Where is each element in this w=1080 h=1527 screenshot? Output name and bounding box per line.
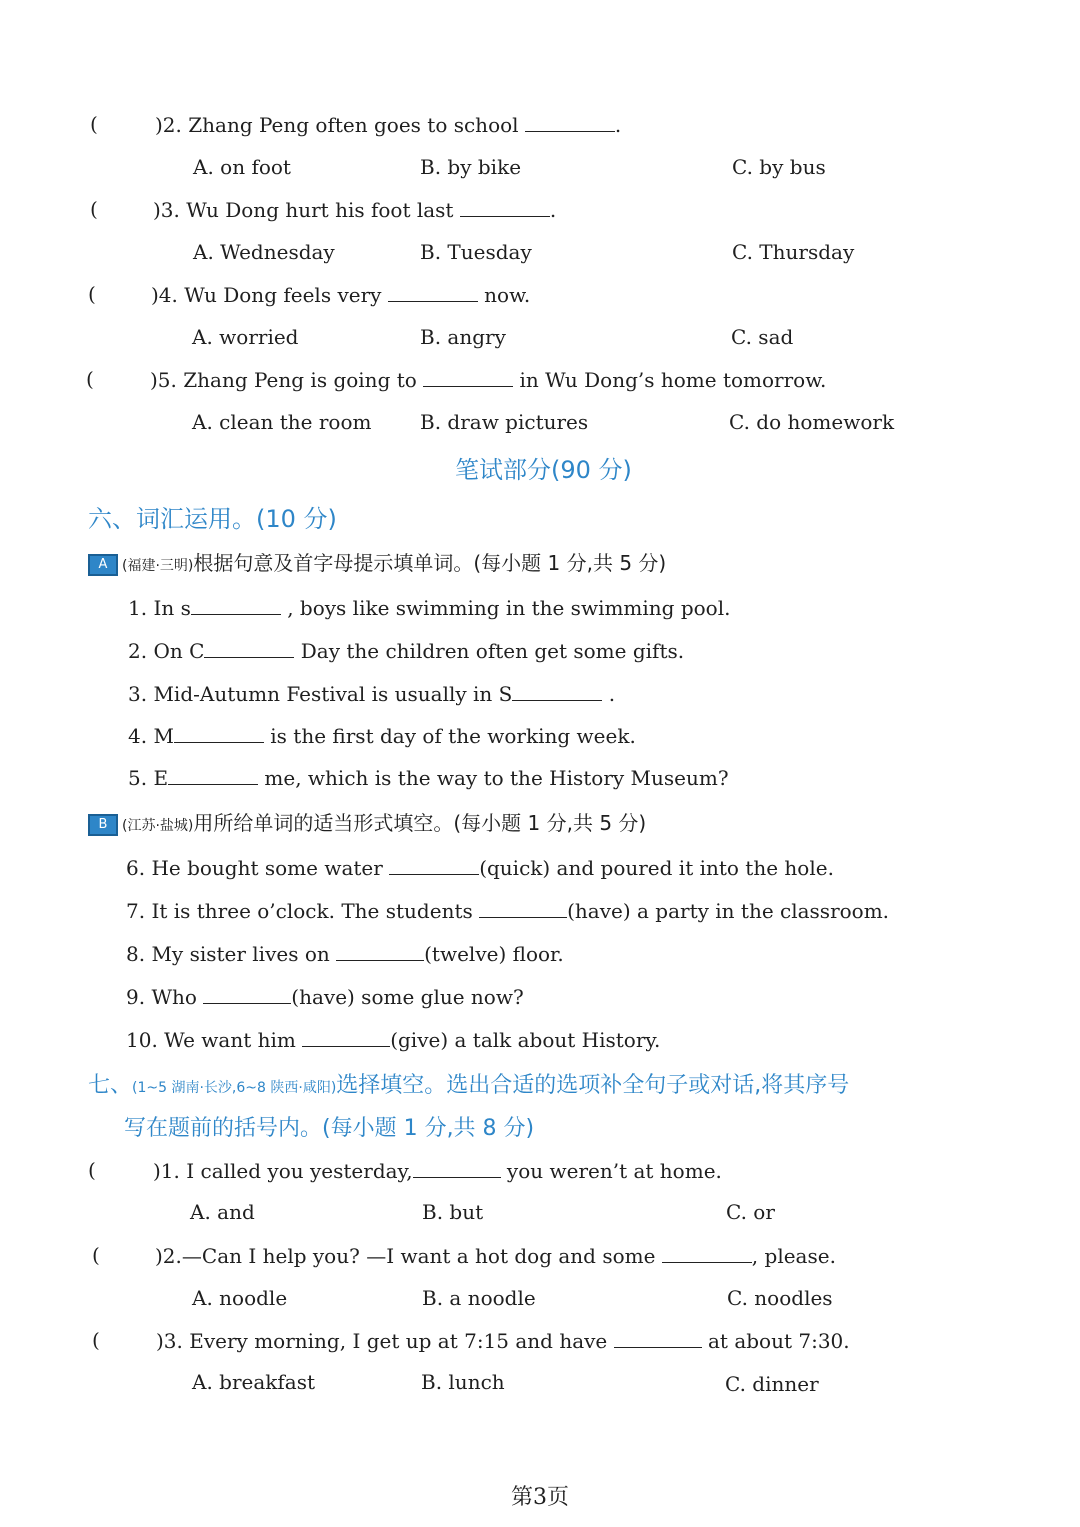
section6-part-a-header: A (福建·三明)根据句意及首字母提示填单词。(每小题 1 分,共 5 分) — [88, 547, 666, 576]
question-stem: )3. Every morning, I get up at 7:15 and have at about 7:30. — [156, 1329, 850, 1353]
fill-item-2: 2. On C Day the children often get some gifts. — [128, 639, 685, 663]
option-c: C. Thursday — [732, 240, 855, 264]
answer-blank — [204, 639, 294, 658]
option-c: C. or — [726, 1200, 775, 1224]
answer-blank — [388, 283, 478, 302]
answer-blank — [168, 766, 258, 785]
fill-item-6: 6. He bought some water (quick) and poured it into the hole. — [126, 856, 834, 880]
page-number: 第3页 — [511, 1485, 569, 1510]
written-section-title: 笔试部分(90 分) — [455, 456, 632, 484]
option-c: C. do homework — [729, 410, 895, 434]
option-b: B. by bike — [420, 155, 522, 179]
option-a: A. clean the room — [192, 410, 372, 434]
answer-blank — [389, 856, 479, 875]
fill-item-7: 7. It is three o’clock. The students (have) a party in the classroom. — [126, 899, 890, 923]
question-stem: )5. Zhang Peng is going to in Wu Dong’s home tomorrow. — [150, 368, 827, 392]
fill-item-3: 3. Mid-Autumn Festival is usually in S . — [128, 682, 616, 706]
option-a: A. Wednesday — [193, 240, 335, 264]
option-a: A. worried — [192, 325, 299, 349]
answer-blank — [525, 113, 615, 132]
answer-blank — [662, 1244, 752, 1263]
fill-item-1: 1. In s , boys like swimming in the swimming pool. — [128, 596, 731, 620]
answer-paren: ( — [88, 282, 96, 306]
section6-title: 六、词汇运用。(10 分) — [88, 505, 337, 533]
section7-title: 七、(1~5 湖南·长沙,6~8 陕西·咸阳)选择填空。选出合适的选项补全句子或对话,将其序号 — [88, 1073, 850, 1098]
answer-paren: ( — [86, 367, 94, 391]
option-b: B. angry — [420, 325, 506, 349]
option-a: A. and — [190, 1200, 255, 1224]
fill-item-10: 10. We want him (give) a talk about History. — [126, 1028, 661, 1052]
answer-paren: ( — [90, 112, 98, 136]
answer-paren: ( — [92, 1243, 100, 1267]
option-b: B. Tuesday — [420, 240, 532, 264]
question-stem: )4. Wu Dong feels very now. — [151, 283, 531, 307]
answer-blank — [479, 899, 567, 918]
question-stem: )2.—Can I help you? —I want a hot dog and some , please. — [155, 1244, 836, 1268]
part-a-badge: A — [88, 554, 118, 576]
option-b: B. draw pictures — [420, 410, 589, 434]
fill-item-4: 4. M is the first day of the working week. — [128, 724, 636, 748]
answer-blank — [191, 596, 281, 615]
answer-paren: ( — [90, 197, 98, 221]
answer-blank — [174, 724, 264, 743]
option-a: A. on foot — [193, 155, 291, 179]
answer-blank — [512, 682, 602, 701]
answer-paren: ( — [88, 1158, 96, 1182]
option-a: A. breakfast — [192, 1370, 316, 1394]
fill-item-5: 5. E me, which is the way to the History Museum? — [128, 766, 729, 790]
option-c: C. sad — [731, 325, 794, 349]
answer-blank — [302, 1028, 390, 1047]
section6-part-b-header: B (江苏·盐城)用所给单词的适当形式填空。(每小题 1 分,共 5 分) — [88, 807, 646, 836]
option-c: C. by bus — [732, 155, 826, 179]
answer-blank — [423, 368, 513, 387]
option-c: C. dinner — [725, 1372, 819, 1396]
fill-item-9: 9. Who (have) some glue now? — [126, 985, 524, 1009]
answer-blank — [203, 985, 291, 1004]
question-stem: )2. Zhang Peng often goes to school . — [155, 113, 622, 137]
option-a: A. noodle — [192, 1286, 288, 1310]
question-stem: )1. I called you yesterday, you weren’t at home. — [153, 1159, 722, 1183]
option-b: B. but — [422, 1200, 484, 1224]
option-c: C. noodles — [727, 1286, 833, 1310]
option-b: B. lunch — [421, 1370, 505, 1394]
answer-blank — [413, 1159, 501, 1178]
part-b-badge: B — [88, 814, 118, 836]
fill-item-8: 8. My sister lives on (twelve) floor. — [126, 942, 564, 966]
option-b: B. a noodle — [422, 1286, 536, 1310]
answer-blank — [336, 942, 424, 961]
answer-blank — [614, 1329, 702, 1348]
question-stem: )3. Wu Dong hurt his foot last . — [153, 198, 557, 222]
answer-paren: ( — [92, 1328, 100, 1352]
answer-blank — [460, 198, 550, 217]
section7-title-line2: 写在题前的括号内。(每小题 1 分,共 8 分) — [124, 1116, 535, 1141]
